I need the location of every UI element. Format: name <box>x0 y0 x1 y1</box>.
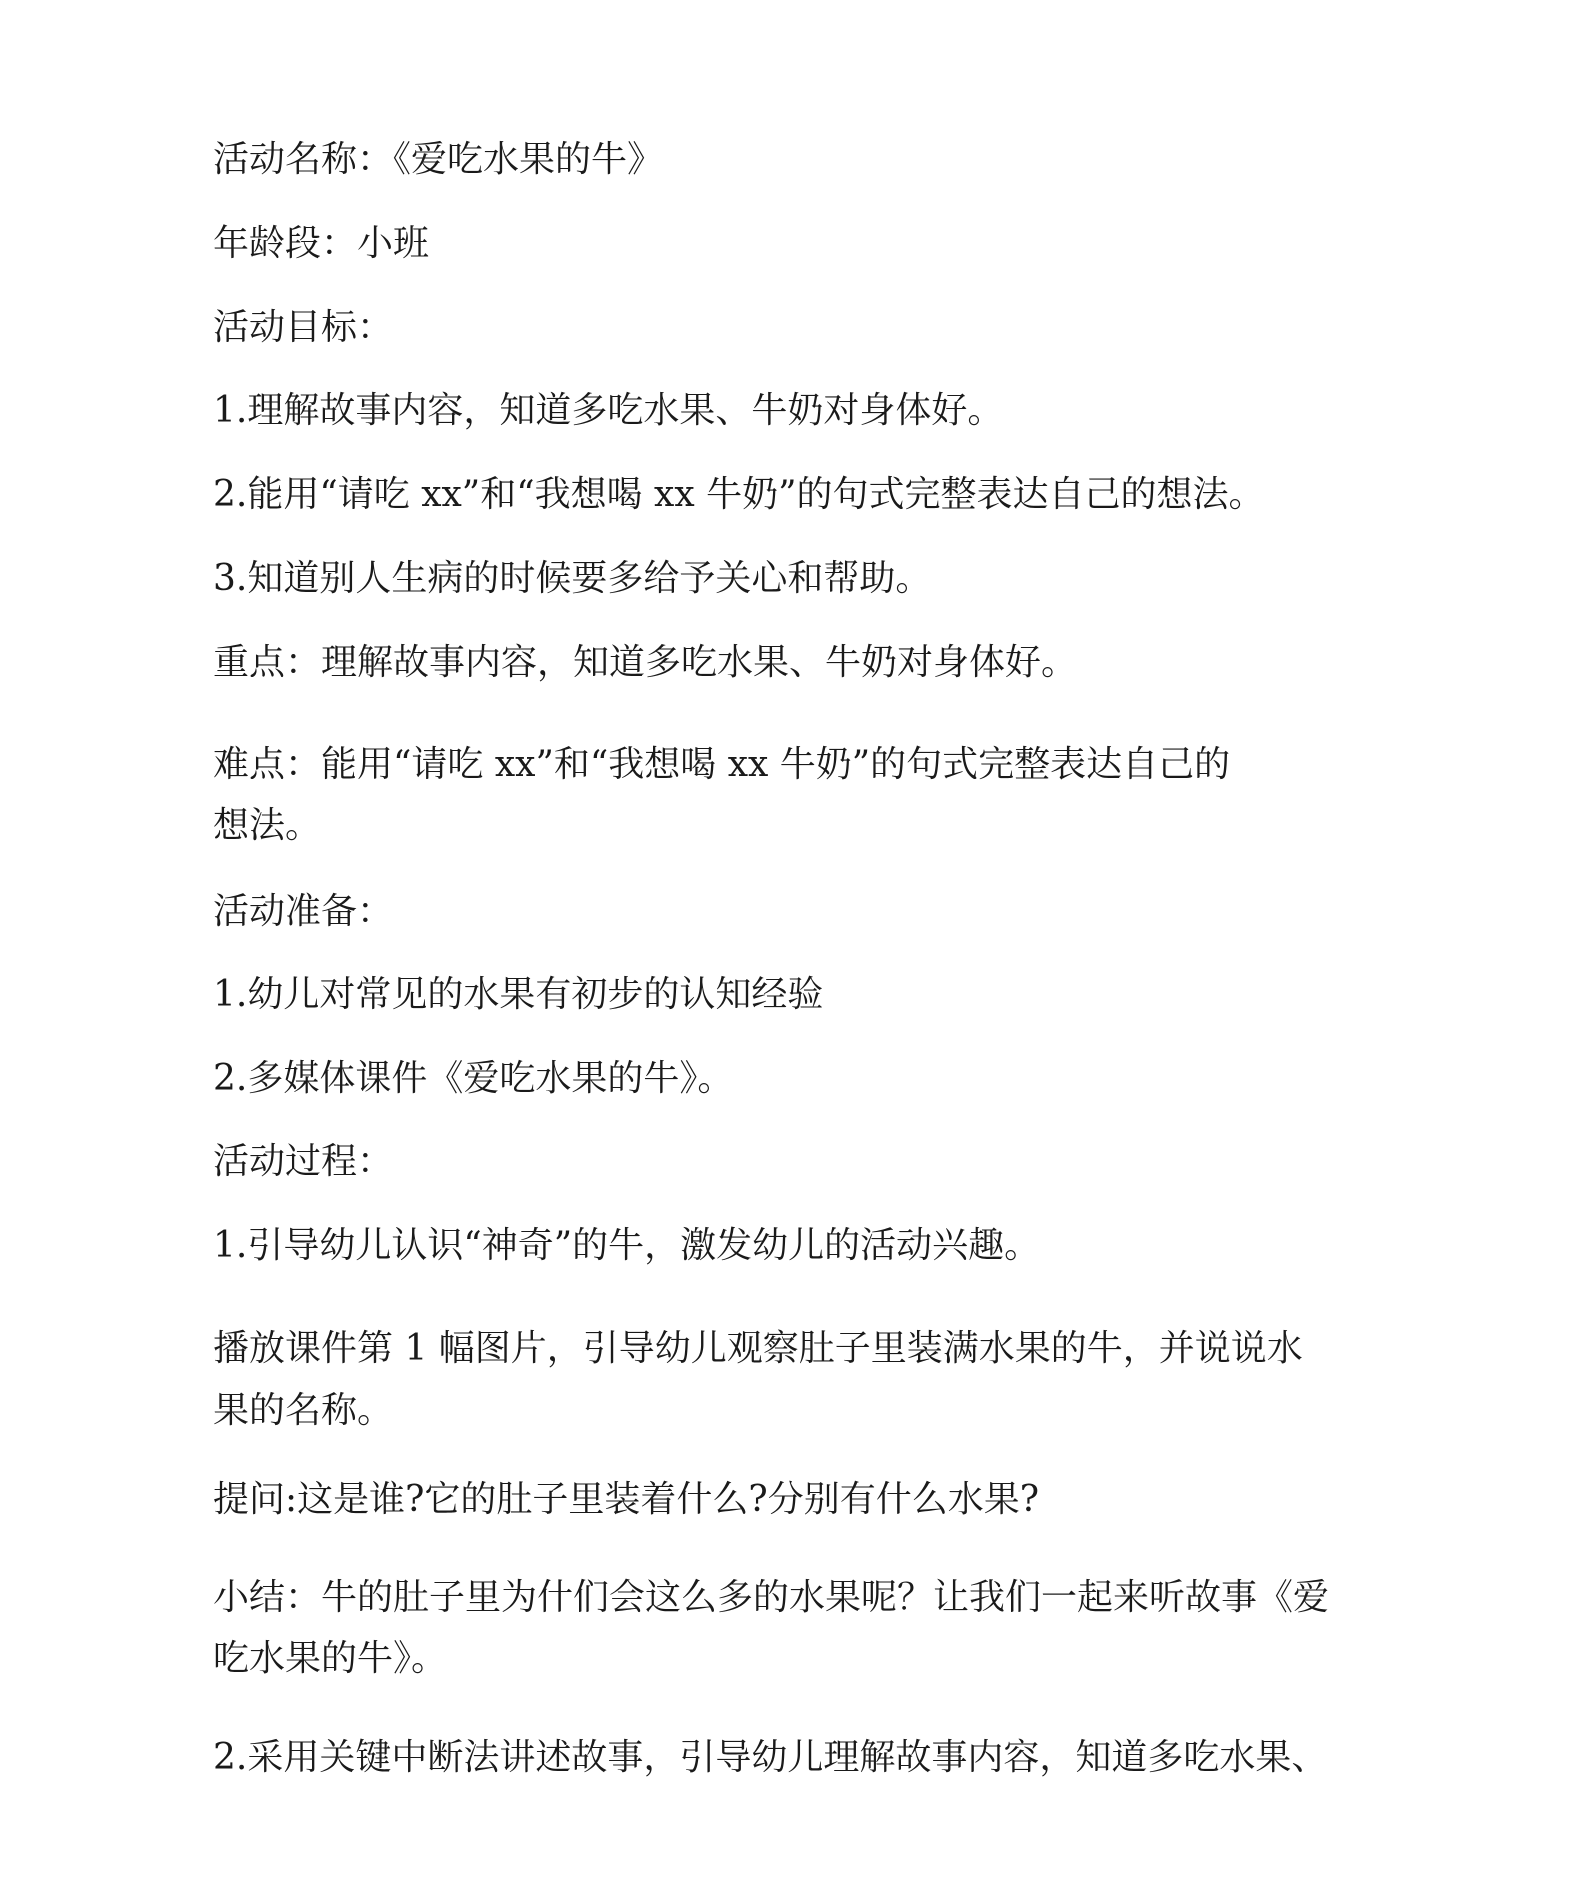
key-point: 重点：理解故事内容，知道多吃水果、牛奶对身体好。 <box>213 642 1078 683</box>
goal-item-2: 2.能用“请吃 xx”和“我想喝 xx 牛奶”的句式完整表达自己的想法。 <box>213 474 1265 515</box>
difficulty-line-1: 难点：能用“请吃 xx”和“我想喝 xx 牛奶”的句式完整表达自己的 <box>213 744 1231 785</box>
goal-item-3: 3.知道别人生病的时候要多给予关心和帮助。 <box>213 558 932 599</box>
goals-heading: 活动目标： <box>213 307 394 348</box>
courseware-line-2: 果的名称。 <box>213 1390 394 1431</box>
process-step-1: 1.引导幼儿认识“神奇”的牛，激发幼儿的活动兴趣。 <box>213 1225 1041 1266</box>
question-line: 提问:这是谁?它的肚子里装着什么?分别有什么水果? <box>213 1479 1040 1520</box>
courseware-line-1: 播放课件第 1 幅图片，引导幼儿观察肚子里装满水果的牛，并说说水 <box>213 1328 1303 1369</box>
goal-item-1: 1.理解故事内容，知道多吃水果、牛奶对身体好。 <box>213 390 1004 431</box>
process-step-2: 2.采用关键中断法讲述故事，引导幼儿理解故事内容，知道多吃水果、 <box>213 1737 1328 1778</box>
activity-name: 活动名称：《爱吃水果的牛》 <box>213 139 664 180</box>
preparation-item-2: 2.多媒体课件《爱吃水果的牛》。 <box>213 1058 734 1099</box>
process-heading: 活动过程： <box>213 1141 394 1182</box>
preparation-heading: 活动准备： <box>213 891 394 932</box>
difficulty-line-2: 想法。 <box>213 805 322 846</box>
age-group: 年龄段：小班 <box>213 223 430 264</box>
preparation-item-1: 1.幼儿对常见的水果有初步的认知经验 <box>213 974 824 1015</box>
summary-line-2: 吃水果的牛》。 <box>213 1638 448 1679</box>
summary-line-1: 小结：牛的肚子里为什们会这么多的水果呢？让我们一起来听故事《爱 <box>213 1577 1330 1618</box>
